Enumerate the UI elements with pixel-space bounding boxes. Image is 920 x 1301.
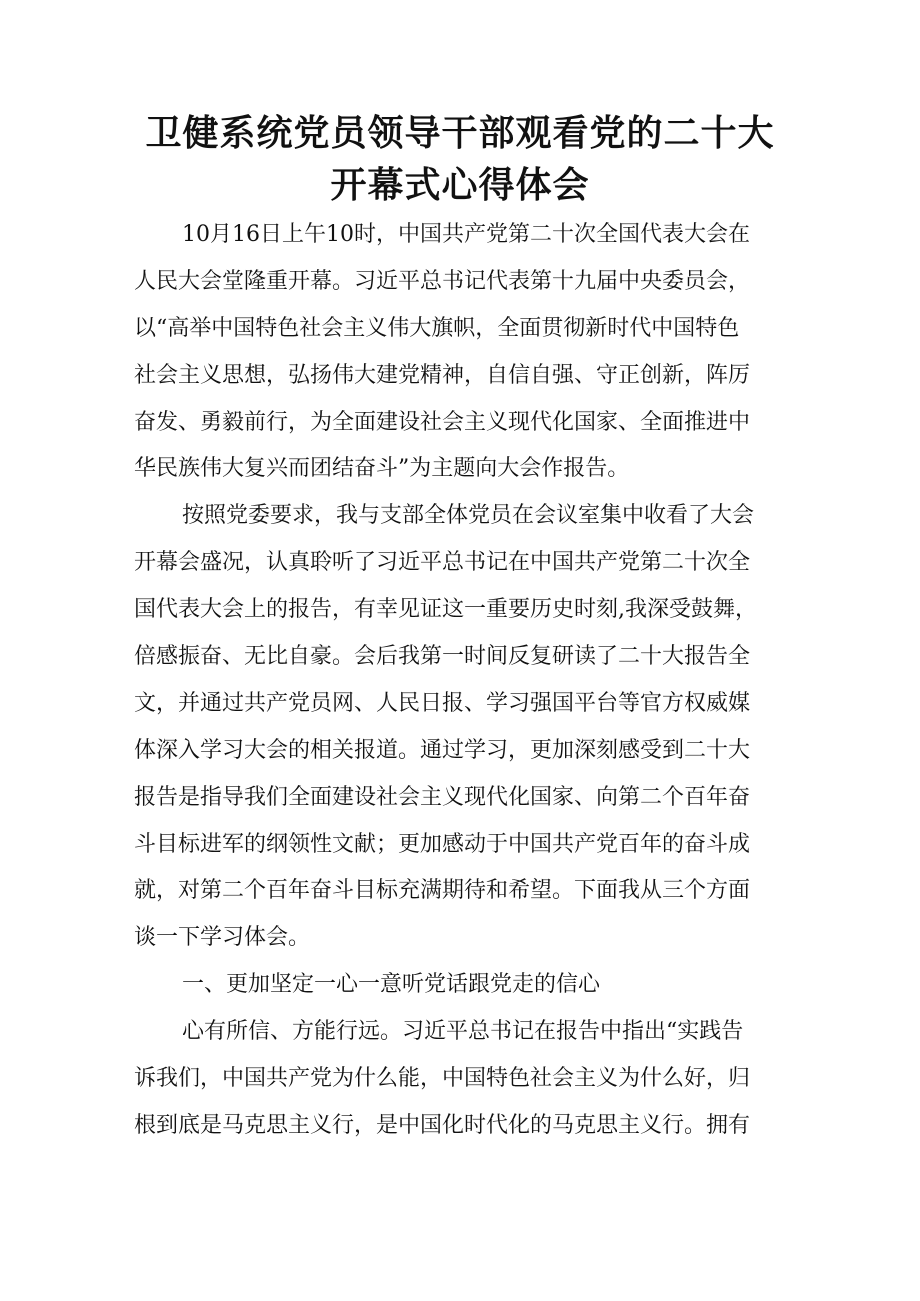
text-line: 按照党委要求，我与支部全体党员在会议室集中收看了大会 [182, 503, 755, 529]
document-body [134, 212, 790, 1150]
text-line: 根到底是马克思主义行，是中国化时代化的马克思主义行。拥有 [134, 1112, 751, 1138]
document-title-line-2: 开幕式心得体会 [330, 165, 590, 206]
text-line: 诉我们，中国共产党为什么能，中国特色社会主义为什么好，归 [134, 1066, 751, 1092]
text-line: 谈一下学习体会。 [134, 925, 311, 951]
text-line: 文，并通过共产党员网、人民日报、学习强国平台等官方权威媒 [134, 690, 751, 716]
text-line: 华民族伟大复兴而团结奋斗”为主题向大会作报告。 [134, 456, 630, 482]
text-line: 以“高举中国特色社会主义伟大旗帜，全面贯彻新时代中国特色 [134, 315, 740, 341]
text-line: 倍感振奋、无比自豪。会后我第一时间反复研读了二十大报告全 [134, 644, 751, 670]
text-line: 开幕会盛况，认真聆听了习近平总书记在中国共产党第二十次全 [134, 550, 751, 576]
text-line: 就，对第二个百年奋斗目标充满期待和希望。下面我从三个方面 [134, 878, 751, 904]
text-line: 人民大会堂隆重开幕。习近平总书记代表第十九届中央委员会， [134, 268, 751, 294]
document-title-line-1: 卫健系统党员领导干部观看党的二十大 [145, 113, 775, 154]
text-line: 心有所信、方能行远。习近平总书记在报告中指出“实践告 [182, 1019, 744, 1045]
text-line: 社会主义思想，弘扬伟大建党精神，自信自强、守正创新，阵厉 [134, 362, 751, 388]
section-heading: 一、更加坚定一心一意听党话跟党走的信心 [182, 972, 601, 998]
text-line: 体深入学习大会的相关报道。通过学习，更加深刻感受到二十大 [134, 737, 751, 763]
text-line: 10月16日上午10时，中国共产党第二十次全国代表大会在 [182, 222, 750, 247]
text-line: 奋发、勇毅前行，为全面建设社会主义现代化国家、全面推进中 [134, 409, 751, 435]
text-line: 报告是指导我们全面建设社会主义现代化国家、向第二个百年奋 [134, 784, 751, 810]
text-line: 国代表大会上的报告，有幸见证这一重要历史时刻,我深受鼓舞， [134, 597, 757, 623]
text-line: 斗目标进军的纲领性文献；更加感动于中国共产党百年的奋斗成 [134, 831, 751, 857]
